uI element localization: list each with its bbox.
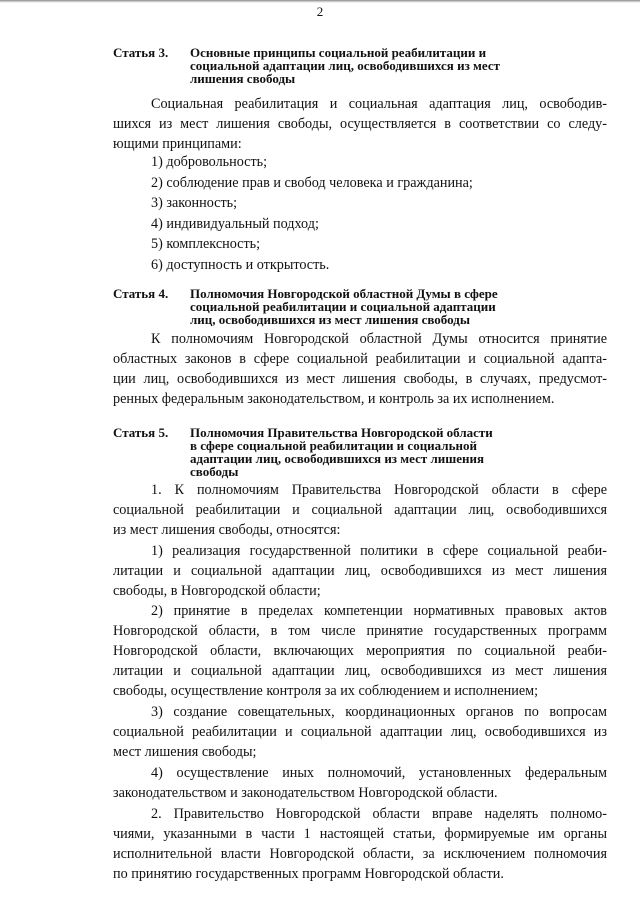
article-4-label: Статья 4. xyxy=(113,286,169,301)
article-5-title-line: в сфере социальной реабилитации и социальной xyxy=(190,438,477,453)
article-4-title xyxy=(190,287,607,326)
article-5-title-line: свободы xyxy=(190,464,239,479)
article-5-part-2 xyxy=(113,804,607,884)
list-item: 1) добровольность; xyxy=(151,154,268,170)
article-3-title-line: социальной адаптации лиц, освободившихся из мест xyxy=(190,58,500,73)
body-line: социальной реабилитации и социальной адаптации лиц, освободившихся xyxy=(113,502,607,518)
body-line: социальной реабилитации и социальной адаптации лиц, освободившихся из xyxy=(113,724,607,740)
article-5-item-2 xyxy=(113,601,607,701)
body-line: 4) осуществление иных полномочий, установленных федеральным xyxy=(151,765,607,781)
body-line: исполнительной власти Новгородской области, за исключением полномочия xyxy=(113,846,607,862)
body-line: по принятию государственных программ Новгородской области. xyxy=(113,866,504,882)
body-line: ции лиц, освободившихся из мест лишения свободы, в случаях, предусмот- xyxy=(113,371,607,387)
article-5-heading xyxy=(113,426,607,478)
list-item: 4) индивидуальный подход; xyxy=(151,215,319,232)
body-line: свободы, в Новгородской области; xyxy=(113,583,321,599)
article-3-principles-list xyxy=(113,152,607,275)
body-line: мест лишения свободы; xyxy=(113,744,257,760)
article-3-title xyxy=(190,46,607,85)
article-3-body xyxy=(113,94,607,154)
body-line: Новгородской области, включающих мероприятия по социальной реаби- xyxy=(113,643,607,659)
body-line: из мест лишения свободы, относятся: xyxy=(113,522,341,538)
article-5-item-3 xyxy=(113,702,607,762)
body-line: ющими принципами: xyxy=(113,136,242,152)
body-line: законодательством и законодательством Новгородской области. xyxy=(113,785,498,801)
article-3-title-line: лишения свободы xyxy=(190,71,296,86)
body-line: литации и социальной адаптации лиц, освободившихся из мест лишения xyxy=(113,663,607,679)
article-5-label: Статья 5. xyxy=(113,425,169,440)
list-item: 3) законность; xyxy=(151,195,238,211)
body-line: Социальная реабилитация и социальная адаптация лиц, освободив- xyxy=(151,96,607,112)
body-line: 2) принятие в пределах компетенции нормативных правовых актов xyxy=(151,603,607,619)
article-5-item-4 xyxy=(113,763,607,803)
body-line: 1. К полномочиям Правительства Новгородской области в сфере xyxy=(151,482,607,498)
article-5-part-1-intro xyxy=(113,480,607,540)
body-line: литации и социальной адаптации лиц, освободившихся из мест лишения xyxy=(113,563,607,579)
article-5-title-line: Полномочия Правительства Новгородской области xyxy=(190,425,493,440)
list-item: 2) соблюдение прав и свобод человека и гражданина; xyxy=(151,174,473,191)
body-line: 2. Правительство Новгородской области вправе наделять полномо- xyxy=(151,806,607,822)
body-line: Новгородской области, в том числе принятие государственных программ xyxy=(113,623,607,639)
page-number: 2 xyxy=(316,4,324,19)
body-line: К полномочиям Новгородской областной Думы относится принятие xyxy=(151,331,607,347)
list-item: 6) доступность и открытость. xyxy=(151,256,330,273)
article-4-title-line: Полномочия Новгородской областной Думы в сфере xyxy=(190,286,498,301)
body-line: областных законов в сфере социальной реабилитации и социальной адапта- xyxy=(113,351,607,367)
article-5-item-1 xyxy=(113,541,607,601)
article-4-heading xyxy=(113,287,607,326)
article-5-title xyxy=(190,426,607,478)
article-5-title-line: адаптации лиц, освободившихся из мест лишения xyxy=(190,451,485,466)
scan-edge xyxy=(0,0,640,3)
article-3-heading xyxy=(113,46,607,85)
body-line: ренных федеральным законодательством, и контроль за их исполнением. xyxy=(113,391,555,407)
article-4-title-line: социальной реабилитации и социальной адаптации xyxy=(190,299,496,314)
list-item: 5) комплексность; xyxy=(151,236,261,252)
article-4-title-line: лиц, освободившихся из мест лишения свободы xyxy=(190,312,470,327)
body-line: шихся из мест лишения свободы, осуществляется в соответствии со следу- xyxy=(113,116,607,132)
article-3-title-line: Основные принципы социальной реабилитации и xyxy=(190,45,487,60)
body-line: 1) реализация государственной политики в сфере социальной реаби- xyxy=(151,543,607,559)
body-line: свободы, осуществление контроля за их соблюдением и исполнением; xyxy=(113,683,539,699)
article-3-label: Статья 3. xyxy=(113,45,169,60)
article-4-body xyxy=(113,329,607,409)
body-line: чиями, указанными в части 1 настоящей статьи, формируемые им органы xyxy=(113,826,607,842)
body-line: 3) создание совещательных, координационных органов по вопросам xyxy=(151,704,607,720)
